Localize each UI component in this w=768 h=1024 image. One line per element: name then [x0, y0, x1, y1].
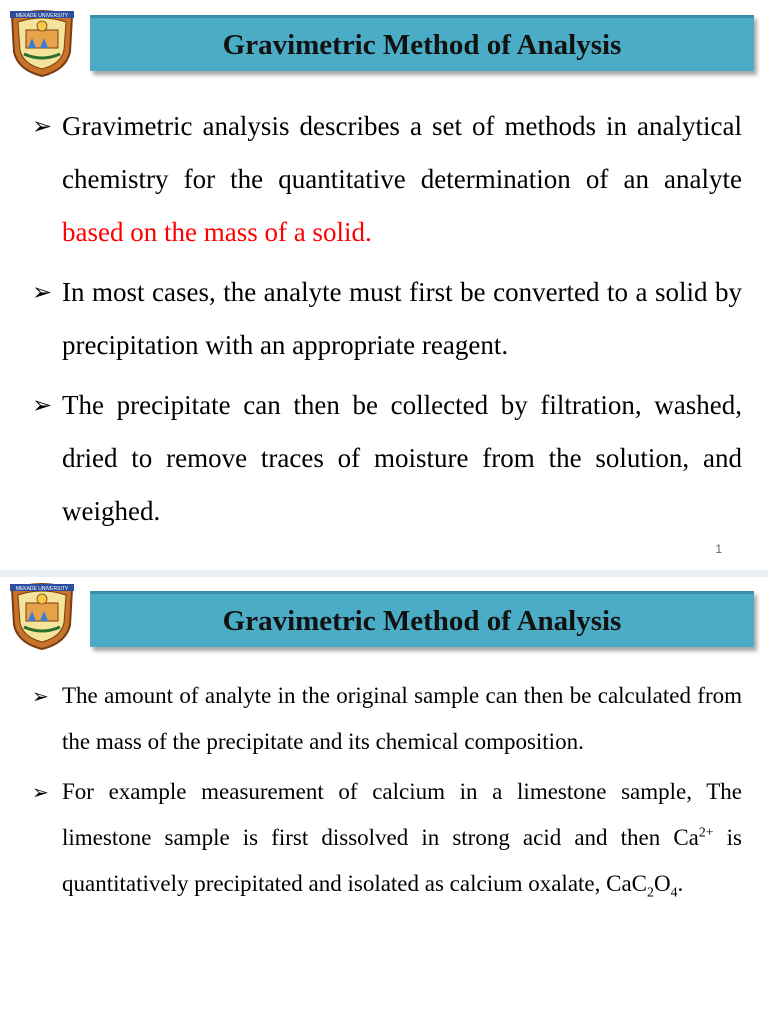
arrow-bullet-icon: ➢: [32, 780, 49, 804]
highlight-text: based on the mass of a solid.: [62, 217, 372, 247]
bullet-text: O: [653, 871, 671, 896]
university-logo-icon: [6, 581, 78, 651]
bullet-text: In most cases, the analyte must first be converted to a solid by precipitation with an appropriate reagent.: [62, 277, 742, 360]
bullet-text: is quantitatively precipitated and isolated as calcium oxalate, CaC: [62, 825, 742, 896]
bullet-list: [32, 673, 742, 911]
bullet-item: [32, 100, 742, 259]
slide-title: Gravimetric Method of Analysis: [222, 605, 622, 637]
bullet-item: [32, 769, 742, 907]
subscript: 2: [647, 884, 654, 900]
slide-divider: [0, 570, 768, 577]
title-bar: [90, 591, 754, 647]
slide-2: [0, 577, 768, 1024]
bullet-text: .: [677, 871, 684, 896]
bullet-text: The precipitate can then be collected by filtration, washed, dried to remove traces of moisture from the solution, and weighed.: [62, 390, 742, 526]
slide-title: Gravimetric Method of Analysis: [222, 29, 622, 61]
subscript: 4: [670, 884, 678, 900]
title-bar: [90, 15, 754, 71]
bullet-item: [32, 266, 742, 372]
bullet-text: The amount of analyte in the original sample can then be calculated from the mass of the precipitate and its chemical composition.: [62, 683, 742, 754]
bullet-text: Gravimetric analysis describes a set of methods in analytical chemistry for the quantitative determination of an analyte: [62, 111, 742, 194]
svg-text:MEKADE UNIVERSITY: MEKADE UNIVERSITY: [15, 13, 69, 19]
arrow-bullet-icon: ➢: [32, 112, 53, 140]
bullet-item: [32, 673, 742, 765]
bullet-item: [32, 379, 742, 538]
page-number: 1: [715, 542, 722, 556]
bullet-text: For example measurement of calcium in a limestone sample, The limestone sample is first dissolved in strong acid and then Ca: [62, 779, 742, 850]
bullet-list: [32, 100, 742, 545]
university-logo-icon: [6, 8, 78, 78]
arrow-bullet-icon: ➢: [32, 391, 53, 419]
charge-superscript: 2+: [698, 824, 714, 840]
arrow-bullet-icon: ➢: [32, 684, 49, 708]
svg-text:MEKADE UNIVERSITY: MEKADE UNIVERSITY: [15, 586, 69, 592]
arrow-bullet-icon: ➢: [32, 278, 53, 306]
